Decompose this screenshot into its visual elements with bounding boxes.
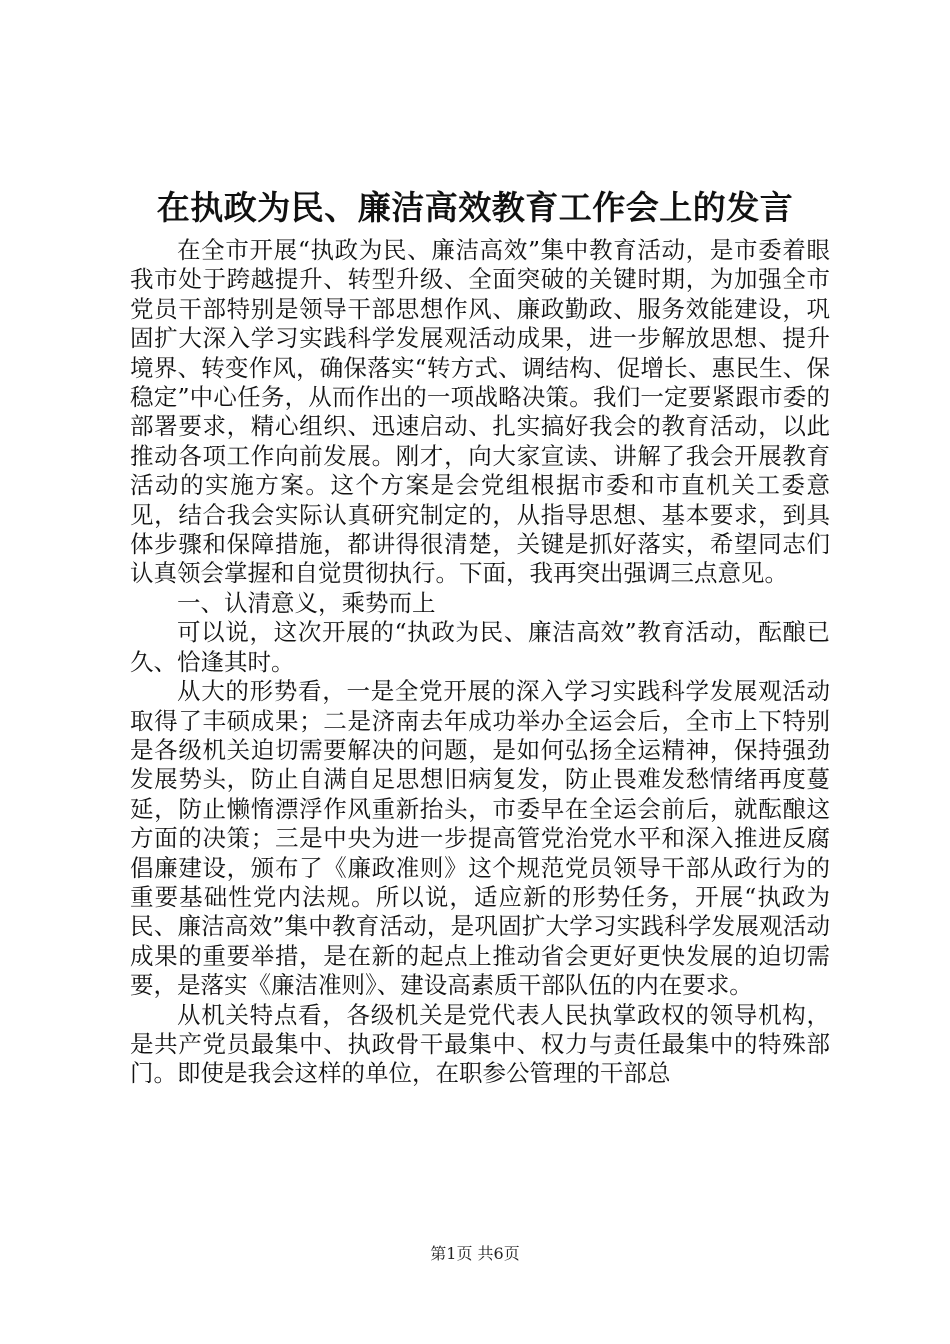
document-body: [130, 236, 830, 1089]
paragraph-situation: 从大的形势看，一是全党开展的深入学习实践科学发展观活动取得了丰硕成果；二是济南去年成功举办全运会后，全市上下特别是各级机关迫切需要解决的问题，是如何弘扬全运精神，保持强劲发展势头，防止自满自足思想旧病复发，防止畏难发愁情绪再度蔓延，防止懒惰漂浮作风重新抬头，市委早在全运会前后，就酝酿这方面的决策；三是中央为进一步提高管党治党水平和深入推进反腐倡廉建设，颁布了《廉政准则》这个规范党员领导干部从政行为的重要基础性党内法规。所以说，适应新的形势任务，开展“执政为民、廉洁高效”集中教育活动，是巩固扩大学习实践科学发展观活动成果的重要举措，是在新的起点上推动省会更好更快发展的迫切需要，是落实《廉洁准则》、建设高素质干部队伍的内在要求。: [130, 677, 830, 1000]
paragraph-organ-features: 从机关特点看，各级机关是党代表人民执掌政权的领导机构，是共产党员最集中、执政骨干最集中、权力与责任最集中的特殊部门。即使是我会这样的单位，在职参公管理的干部总: [130, 1000, 830, 1088]
document-title: 在执政为民、廉洁高效教育工作会上的发言: [156, 188, 794, 227]
paragraph-intro: 在全市开展“执政为民、廉洁高效”集中教育活动，是市委着眼我市处于跨越提升、转型升级、全面突破的关键时期，为加强全市党员干部特别是领导干部思想作风、廉政勤政、服务效能建设，巩固扩大深入学习实践科学发展观活动成果，进一步解放思想、提升境界、转变作风，确保落实“转方式、调结构、促增长、惠民生、保稳定”中心任务，从而作出的一项战略决策。我们一定要紧跟市委的部署要求，精心组织、迅速启动、扎实搞好我会的教育活动，以此推动各项工作向前发展。刚才，向大家宣读、讲解了我会开展教育活动的实施方案。这个方案是会党组根据市委和市直机关工委意见，结合我会实际认真研究制定的，从指导思想、基本要求，到具体步骤和保障措施，都讲得很清楚，关键是抓好落实，希望同志们认真领会掌握和自觉贯彻执行。下面，我再突出强调三点意见。: [130, 236, 830, 588]
paragraph-timing: 可以说，这次开展的“执政为民、廉洁高效”教育活动，酝酿已久、恰逢其时。: [130, 618, 830, 676]
page-number-footer: 第1页 共6页: [430, 1244, 520, 1263]
section-heading-1: 一、认清意义，乘势而上: [177, 588, 436, 617]
